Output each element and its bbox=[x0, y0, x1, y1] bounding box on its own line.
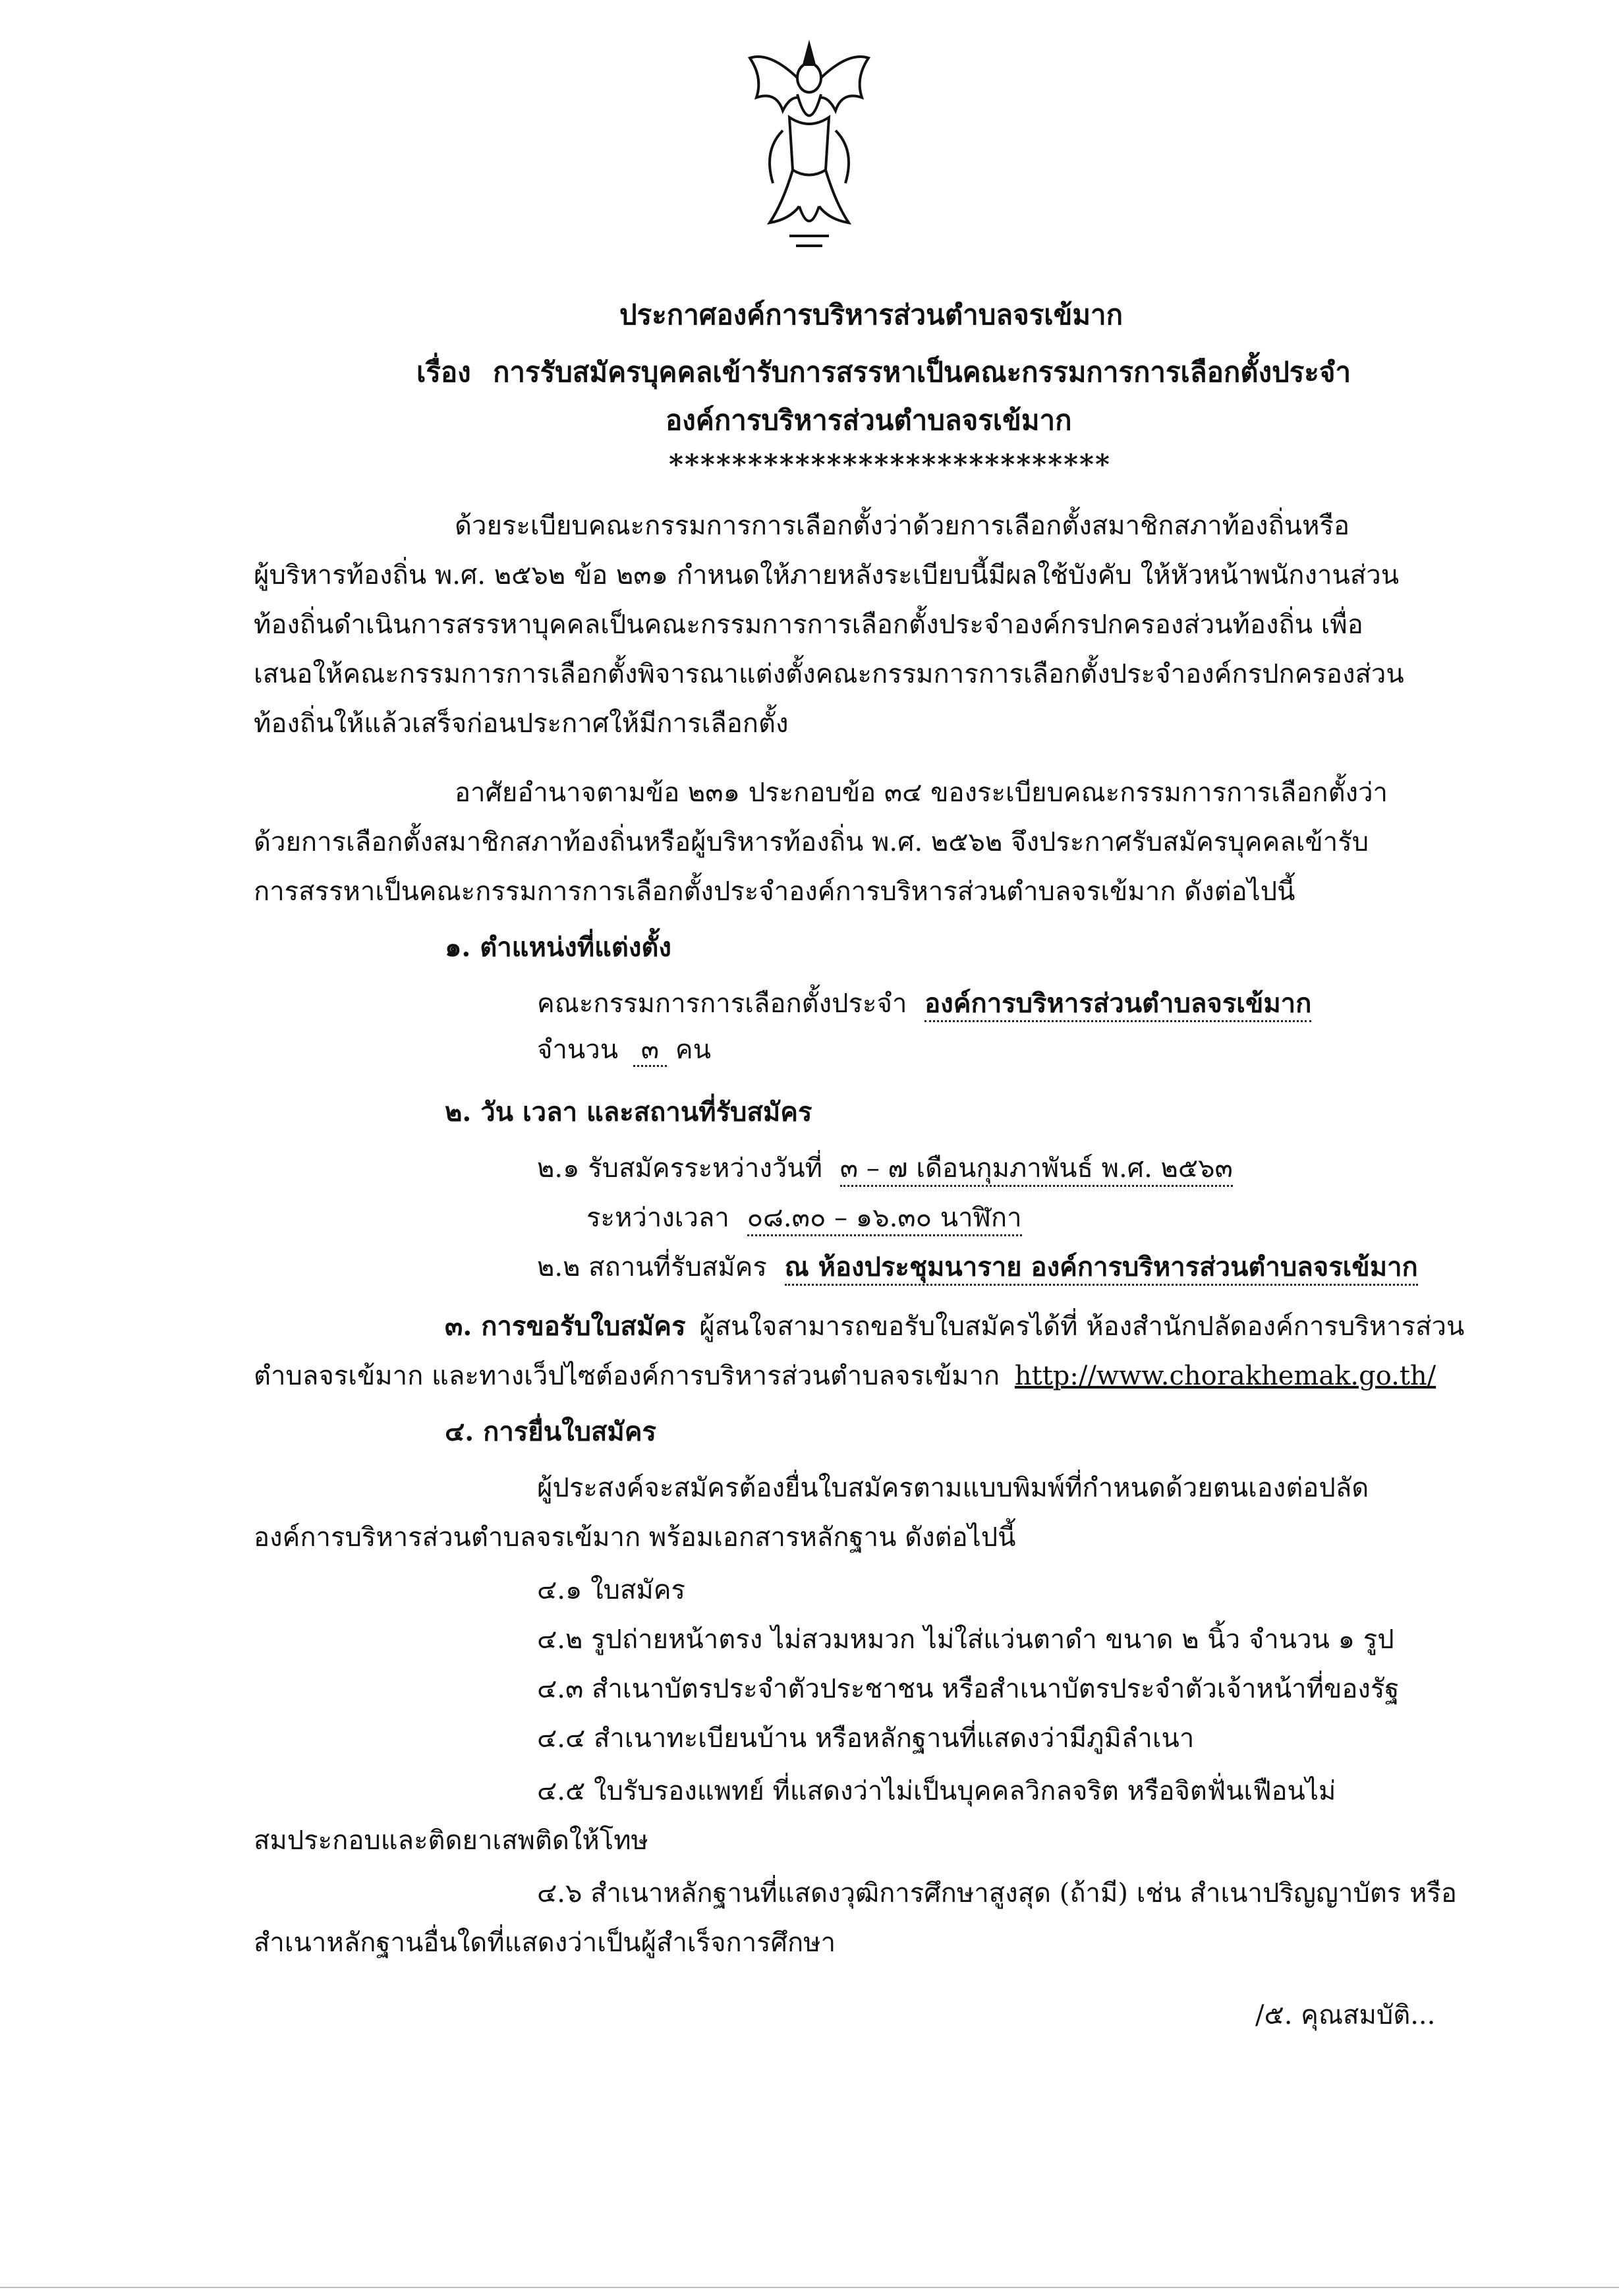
para1-line1: ด้วยระเบียบคณะกรรมการการเลือกตั้งว่าด้วยการเลือกตั้งสมาชิกสภาท้องถิ่นหรือ bbox=[455, 511, 1350, 541]
section3-heading: ๓. การขอรับใบสมัคร bbox=[445, 1311, 686, 1342]
list-item-6-line1: ๔.๖ สำเนาหลักฐานที่แสดงวุฒิการศึกษาสูงสุด (ถ้ามี) เช่น สำเนาปริญญาบัตร หรือ bbox=[537, 1878, 1457, 1909]
continuation-marker: /๕. คุณสมบัติ... bbox=[1255, 2000, 1436, 2030]
position-value: องค์การบริหารส่วนตำบลจรเข้มาก bbox=[924, 988, 1311, 1022]
para1-line2: ผู้บริหารท้องถิ่น พ.ศ. ๒๕๖๒ ข้อ ๒๓๑ กำหนดให้ภายหลังระเบียบนี้มีผลใช้บังคับ ให้หัวหน้าพนักงานส่วน bbox=[254, 560, 1400, 590]
venue-label: ๒.๒ สถานที่รับสมัคร bbox=[537, 1252, 767, 1282]
count-label: จำนวน bbox=[537, 1035, 619, 1065]
subject-line-2: องค์การบริหารส่วนตำบลจรเข้มาก bbox=[666, 404, 1072, 436]
garuda-emblem-icon bbox=[743, 38, 875, 256]
section3-text-1: ผู้สนใจสามารถขอรับใบสมัครได้ที่ ห้องสำนักปลัดองค์การบริหารส่วน bbox=[699, 1311, 1465, 1342]
position-row bbox=[537, 982, 1311, 1024]
count-row bbox=[537, 1028, 711, 1070]
count-value: ๓ bbox=[633, 1035, 667, 1067]
stars-divider: **************************** bbox=[669, 448, 1111, 480]
announcement-title: ประกาศองค์การบริหารส่วนตำบลจรเข้มาก bbox=[619, 299, 1123, 331]
section3-line2 bbox=[254, 1354, 1436, 1396]
time-label: ระหว่างเวลา bbox=[586, 1203, 729, 1233]
subject-label: เรื่อง bbox=[416, 356, 471, 388]
count-unit: คน bbox=[675, 1035, 711, 1065]
subject-line-1: การรับสมัครบุคคลเข้ารับการสรรหาเป็นคณะกรรมการการเลือกตั้งประจำ bbox=[493, 356, 1351, 388]
website-link[interactable]: http://www.chorakhemak.go.th/ bbox=[1014, 1361, 1436, 1391]
venue-row bbox=[537, 1246, 1418, 1288]
list-item: ๔.๒ รูปถ่ายหน้าตรง ไม่สวมหมวก ไม่ใส่แว่นตาดำ ขนาด ๒ นิ้ว จำนวน ๑ รูป bbox=[537, 1624, 1394, 1655]
section4-intro-line1: ผู้ประสงค์จะสมัครต้องยื่นใบสมัครตามแบบพิมพ์ที่กำหนดด้วยตนเองต่อปลัด bbox=[537, 1473, 1369, 1503]
para2-line1: อาศัยอำนาจตามข้อ ๒๓๑ ประกอบข้อ ๓๔ ของระเบียบคณะกรรมการการเลือกตั้งว่า bbox=[455, 778, 1388, 808]
list-item: ๔.๓ สำเนาบัตรประจำตัวประชาชน หรือสำเนาบัตรประจำตัวเจ้าหน้าที่ของรัฐ bbox=[537, 1674, 1400, 1704]
para2-line3: การสรรหาเป็นคณะกรรมการการเลือกตั้งประจำองค์การบริหารส่วนตำบลจรเข้มาก ดังต่อไปนี้ bbox=[254, 876, 1295, 907]
page-bottom-edge bbox=[0, 2287, 1619, 2288]
date-label: ๒.๑ รับสมัครระหว่างวันที่ bbox=[537, 1153, 823, 1184]
list-item: ๔.๑ ใบสมัคร bbox=[537, 1575, 686, 1605]
list-item-5-line1: ๔.๕ ใบรับรองแพทย์ ที่แสดงว่าไม่เป็นบุคคลวิกลจริต หรือจิตฟั่นเฟือนไม่ bbox=[537, 1776, 1336, 1806]
date-value: ๓ – ๗ เดือนกุมภาพันธ์ พ.ศ. ๒๕๖๓ bbox=[840, 1153, 1233, 1187]
venue-value: ณ ห้องประชุมนาราย องค์การบริหารส่วนตำบลจรเข้มาก bbox=[785, 1251, 1418, 1286]
section2-heading: ๒. วัน เวลา และสถานที่รับสมัคร bbox=[445, 1097, 812, 1128]
date-row bbox=[537, 1147, 1233, 1189]
section3-text-2: ตำบลจรเข้มาก และทางเว็ปไซต์องค์การบริหารส่วนตำบลจรเข้มาก bbox=[254, 1361, 1000, 1391]
section4-heading: ๔. การยื่นใบสมัคร bbox=[445, 1416, 657, 1447]
section3-line1 bbox=[445, 1305, 1464, 1347]
para1-line3: ท้องถิ่นดำเนินการสรรหาบุคคลเป็นคณะกรรมการการเลือกตั้งประจำองค์กรปกครองส่วนท้องถิ่น เพื่อ bbox=[254, 610, 1363, 640]
time-row bbox=[586, 1196, 1022, 1238]
list-item-5-line2: สมประกอบและติดยาเสพติดให้โทษ bbox=[254, 1825, 648, 1856]
list-item: ๔.๔ สำเนาทะเบียนบ้าน หรือหลักฐานที่แสดงว่ามีภูมิลำเนา bbox=[537, 1723, 1195, 1754]
list-item-6-line2: สำเนาหลักฐานอื่นใดที่แสดงว่าเป็นผู้สำเร็จการศึกษา bbox=[254, 1928, 836, 1958]
para1-line5: ท้องถิ่นให้แล้วเสร็จก่อนประกาศให้มีการเลือกตั้ง bbox=[254, 708, 789, 739]
position-label: คณะกรรมการการเลือกตั้งประจำ bbox=[537, 989, 907, 1019]
para2-line2: ด้วยการเลือกตั้งสมาชิกสภาท้องถิ่นหรือผู้บริหารท้องถิ่น พ.ศ. ๒๕๖๒ จึงประกาศรับสมัครบุคคลเข้ารับ bbox=[254, 827, 1369, 857]
para1-line4: เสนอให้คณะกรรมการการเลือกตั้งพิจารณาแต่งตั้งคณะกรรมการการเลือกตั้งประจำองค์กรปกครองส่วน bbox=[254, 659, 1404, 689]
time-value: ๐๘.๓๐ – ๑๖.๓๐ นาฬิกา bbox=[747, 1203, 1022, 1236]
section1-heading: ๑. ตำแหน่งที่แต่งตั้ง bbox=[445, 932, 671, 963]
section4-intro-line2: องค์การบริหารส่วนตำบลจรเข้มาก พร้อมเอกสารหลักฐาน ดังต่อไปนี้ bbox=[254, 1522, 1016, 1553]
